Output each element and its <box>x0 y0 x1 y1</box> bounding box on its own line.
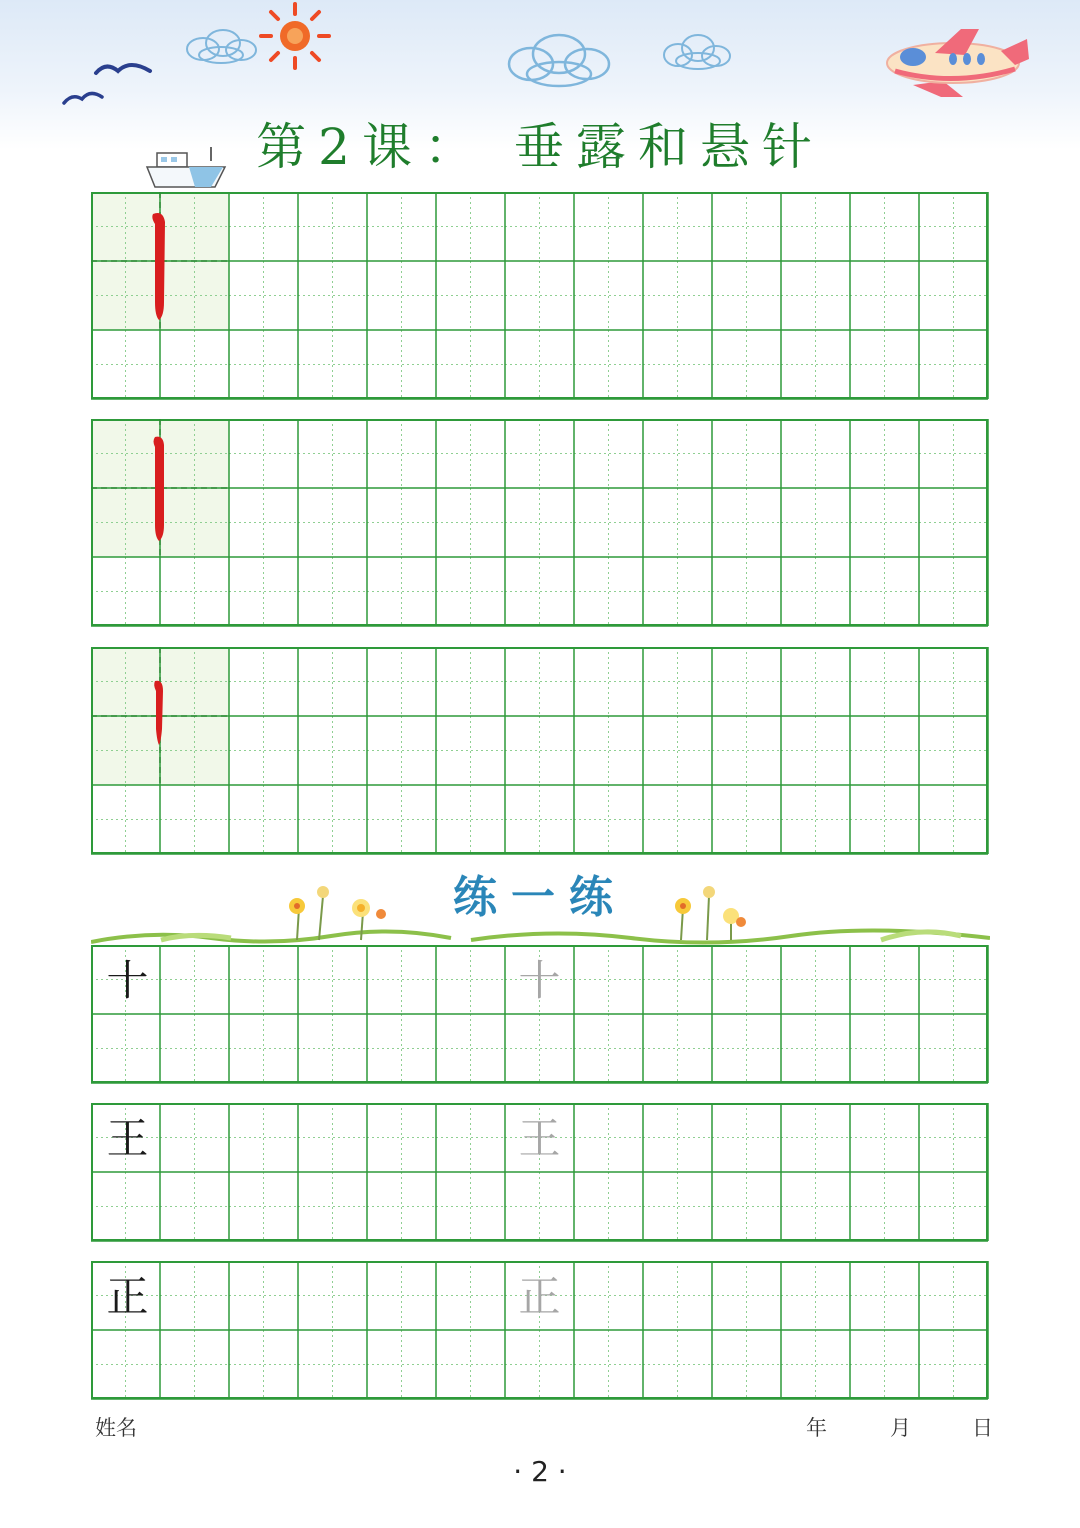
trace-char-3: 正 <box>518 1272 561 1321</box>
red-stroke-sample <box>154 437 165 541</box>
page-title: 第2课： 垂露和悬针 <box>256 118 824 176</box>
page-number: · 2 · <box>513 1455 567 1488</box>
seagull-icon <box>60 55 160 110</box>
day-label: 日 <box>972 1416 993 1440</box>
stroke-grid-section-3 <box>91 647 990 857</box>
cloud-icon <box>503 30 615 92</box>
year-label: 年 <box>806 1416 827 1440</box>
cloud-icon <box>183 25 261 67</box>
airplane-icon <box>883 25 1035 103</box>
trace-char-1: 十 <box>518 956 561 1005</box>
model-char-3: 正 <box>106 1272 149 1321</box>
sun-icon <box>255 0 335 72</box>
cloud-icon <box>660 30 736 74</box>
stroke-grid-section-2 <box>91 419 990 629</box>
name-label: 姓名 <box>95 1416 137 1440</box>
month-label: 月 <box>890 1416 911 1440</box>
model-char-1: 十 <box>106 956 149 1005</box>
model-char-2: 王 <box>106 1114 149 1163</box>
practice-title: 练一练 <box>453 872 627 923</box>
stroke-grid-section-1 <box>91 192 990 402</box>
trace-char-2: 王 <box>518 1114 561 1163</box>
